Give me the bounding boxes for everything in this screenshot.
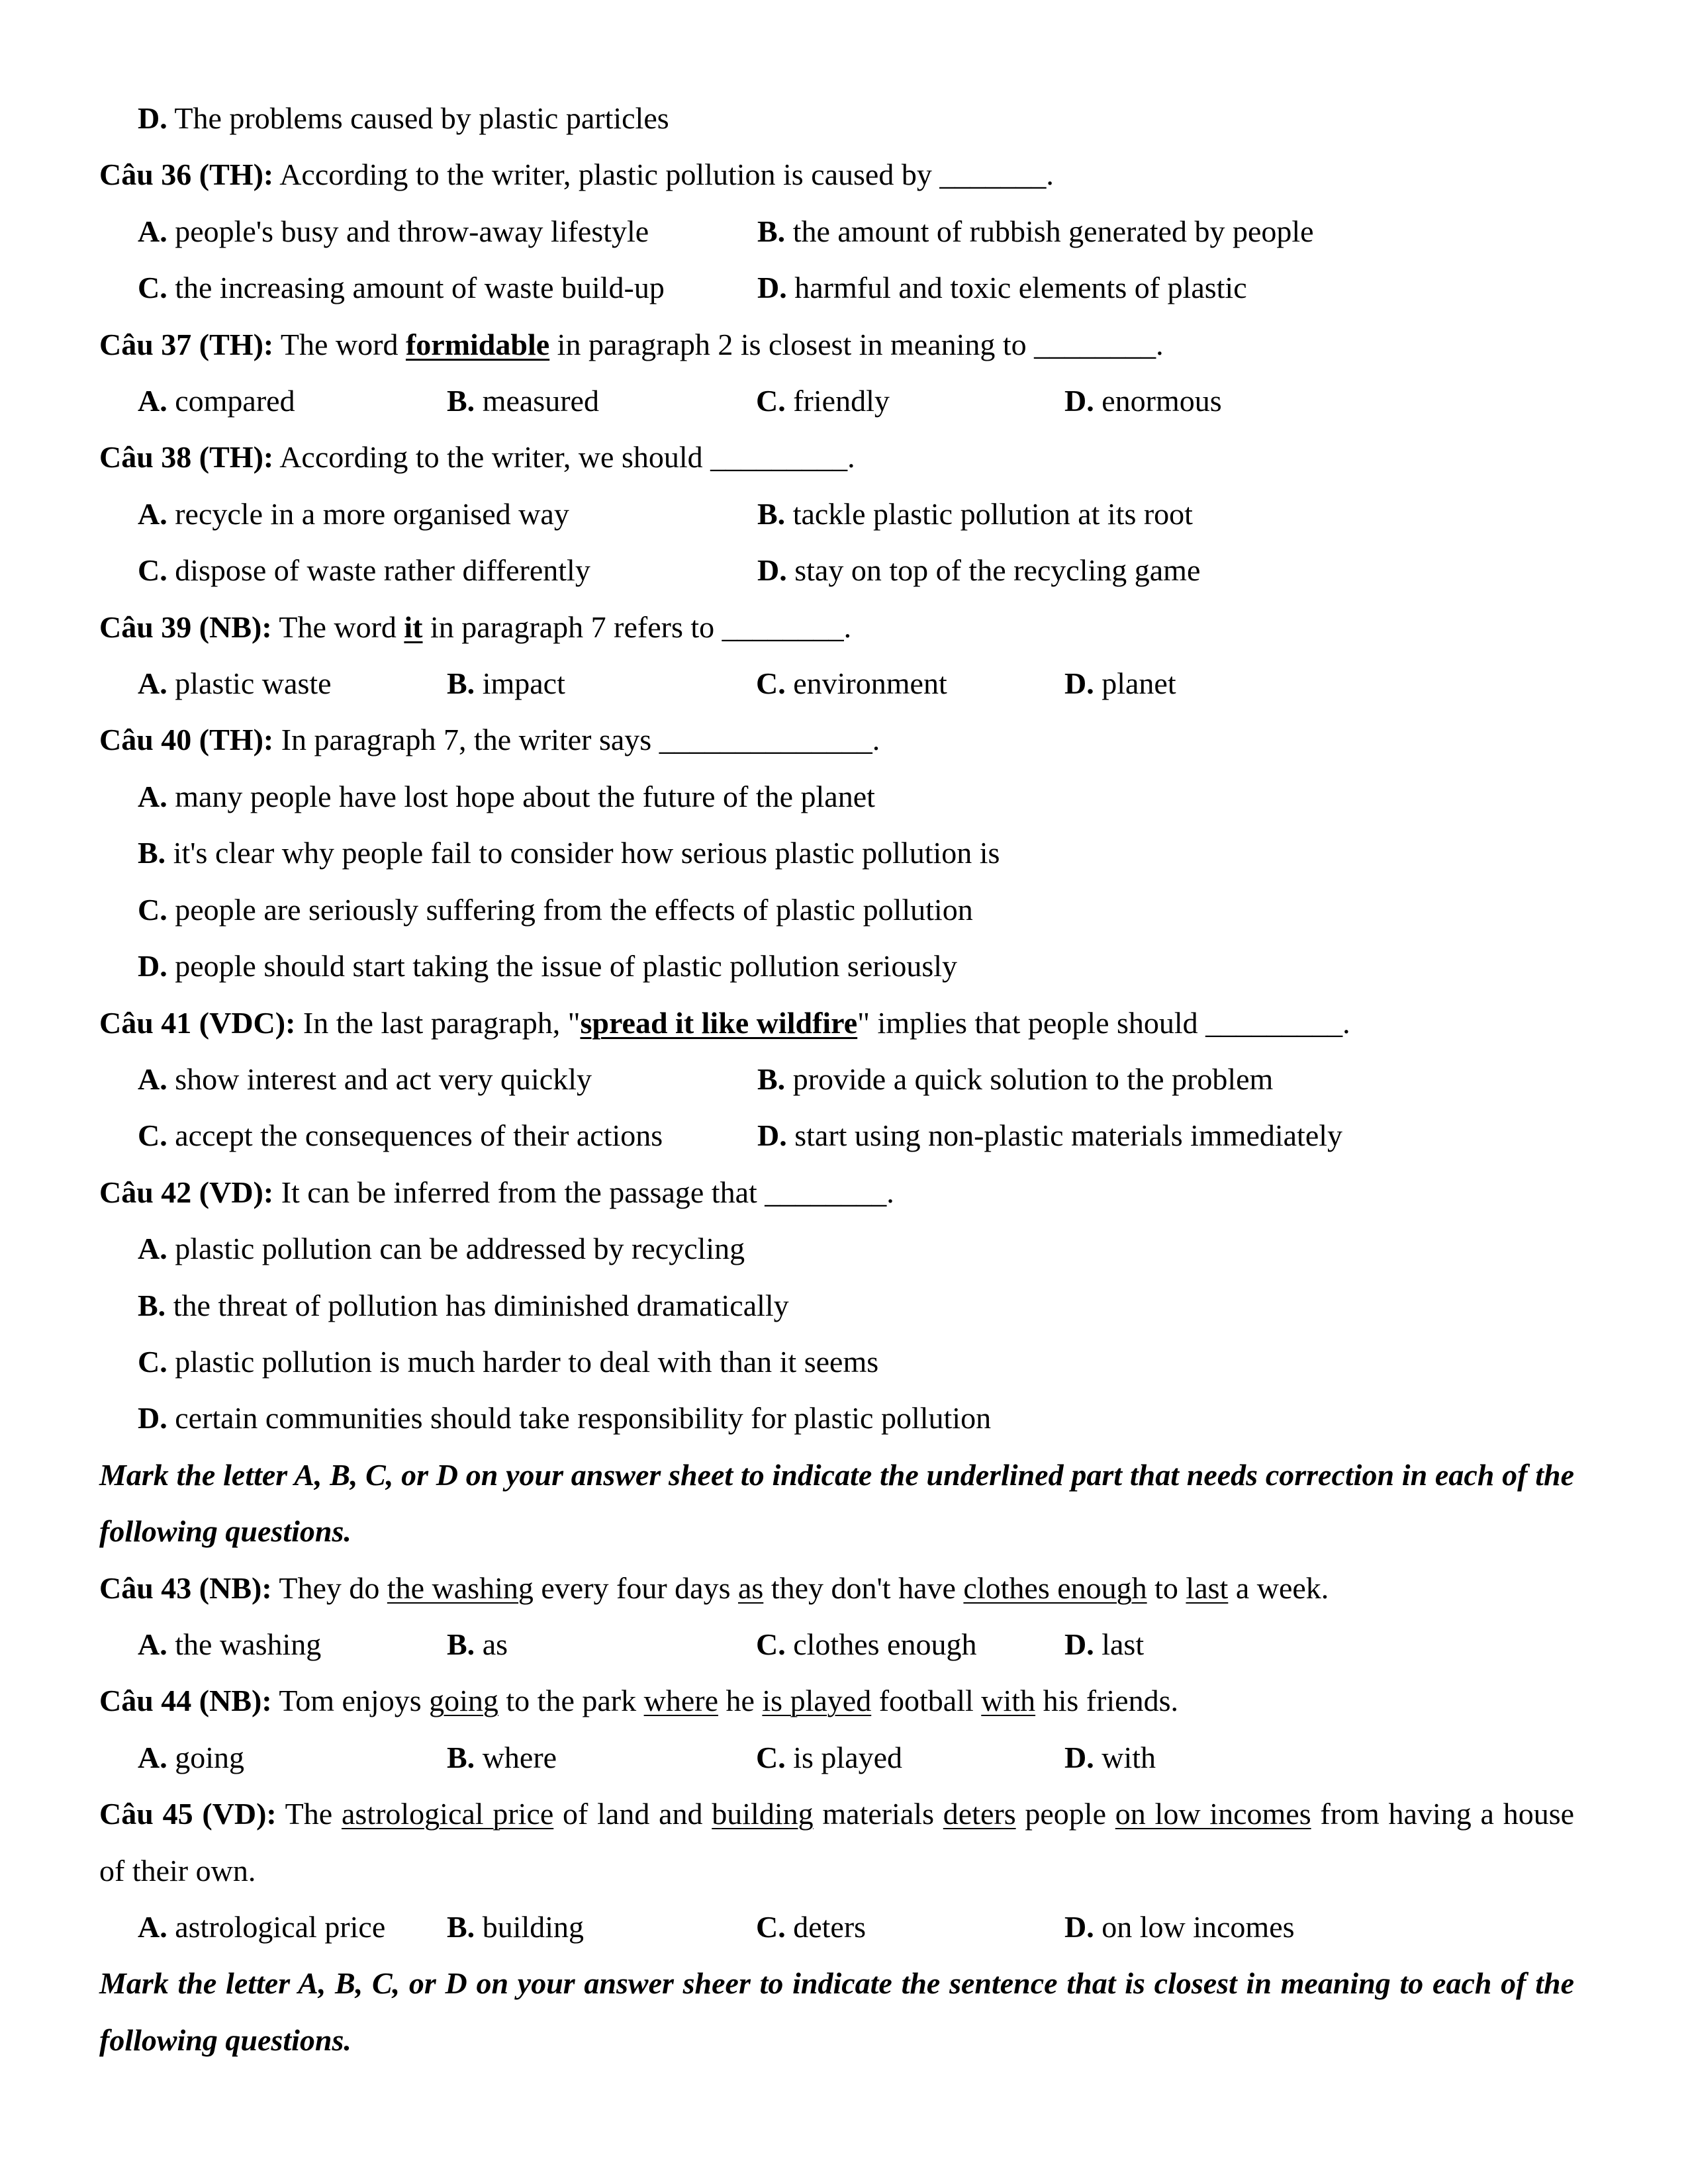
answer-option[interactable]	[138, 373, 447, 429]
option-text: it's clear why people fail to consider how serious plastic pollution is	[173, 836, 1000, 870]
option-label: A.	[138, 779, 167, 813]
option-label: A.	[138, 1910, 167, 1944]
stem-text: " implies that people should _________.	[857, 1005, 1350, 1040]
option-label: A.	[138, 214, 167, 248]
underlined-part: going	[429, 1684, 498, 1718]
option-text: harmful and toxic elements of plastic	[794, 271, 1247, 305]
stem-text: football	[871, 1684, 982, 1718]
stem-text: people	[1015, 1797, 1115, 1831]
answer-option[interactable]	[138, 542, 757, 598]
answer-option[interactable]	[447, 1899, 756, 1955]
option-text: where	[482, 1740, 557, 1774]
answer-option[interactable]	[138, 768, 875, 825]
stem-text: Tom enjoys	[271, 1684, 430, 1718]
option-text: the threat of pollution has diminished dramatically	[173, 1288, 789, 1322]
option-row	[99, 486, 1574, 542]
option-text: dispose of waste rather differently	[175, 553, 590, 588]
answer-option[interactable]	[138, 90, 669, 146]
stem-text: In paragraph 7, the writer says ______________.	[273, 723, 880, 757]
option-label: C.	[756, 1740, 786, 1774]
option-text: show interest and act very quickly	[175, 1062, 592, 1096]
question-block	[99, 711, 1574, 994]
underlined-part: last	[1186, 1570, 1229, 1605]
option-row	[99, 1277, 1574, 1334]
question-number: Câu 43 (NB):	[99, 1570, 272, 1605]
section-instruction: Mark the letter A, B, C, or D on your answer sheer to indicate the sentence that is closest in meaning to each of the following questions.	[99, 1966, 1574, 2057]
question-stem	[99, 711, 1574, 768]
stem-text: The word	[271, 610, 404, 644]
stem-text: they don't have	[763, 1570, 964, 1605]
question-stem	[99, 1672, 1574, 1729]
answer-option[interactable]	[756, 1729, 1064, 1786]
option-text: impact	[482, 666, 565, 701]
option-label: D.	[1064, 1740, 1094, 1774]
option-label: B.	[447, 1627, 475, 1661]
option-label: B.	[138, 1288, 166, 1322]
question-number: Câu 40 (TH):	[99, 723, 274, 757]
option-text: start using non-plastic materials immediately	[794, 1118, 1343, 1153]
option-label: A.	[138, 384, 167, 418]
option-text: planet	[1102, 666, 1176, 701]
option-label: B.	[757, 496, 786, 531]
option-label: A.	[138, 1232, 167, 1266]
option-label: A.	[138, 496, 167, 531]
stem-text: It can be inferred from the passage that ________.	[273, 1175, 894, 1209]
underlined-part: on low incomes	[1115, 1797, 1311, 1831]
option-label: C.	[138, 1118, 167, 1153]
question-stem	[99, 1786, 1574, 1899]
underlined-part: clothes enough	[963, 1570, 1147, 1605]
option-label: B.	[447, 1910, 475, 1944]
option-label: D.	[757, 271, 787, 305]
option-text: the washing	[175, 1627, 322, 1661]
stem-text: a week.	[1228, 1570, 1329, 1605]
option-label: D.	[138, 101, 167, 135]
stem-text: The	[276, 1797, 342, 1831]
option-label: C.	[756, 666, 786, 701]
option-label: D.	[1064, 666, 1094, 701]
answer-option[interactable]	[757, 1107, 1377, 1163]
underlined-part: astrological price	[341, 1797, 554, 1831]
question-block	[99, 599, 1574, 712]
question-number: Câu 45 (VD):	[99, 1797, 277, 1831]
option-text: measured	[482, 384, 599, 418]
options-group	[99, 1616, 1574, 1672]
option-label: D.	[138, 1401, 167, 1435]
underlined-part: formidable	[405, 327, 550, 361]
underlined-part: spread it like wildfire	[580, 1005, 858, 1040]
question-stem	[99, 316, 1574, 373]
option-text: plastic pollution is much harder to deal with than it seems	[175, 1344, 879, 1379]
question-number: Câu 41 (VDC):	[99, 1005, 296, 1040]
option-text: The problems caused by plastic particles	[174, 101, 669, 135]
answer-option[interactable]	[138, 938, 957, 994]
option-label: D.	[757, 553, 787, 588]
option-text: building	[482, 1910, 585, 1944]
option-label: C.	[138, 271, 167, 305]
answer-option[interactable]	[138, 1334, 878, 1390]
option-row	[99, 542, 1574, 598]
options-group	[99, 1899, 1574, 1955]
underlined-part: where	[643, 1684, 718, 1718]
option-text: friendly	[793, 384, 890, 418]
stem-text: in paragraph 7 refers to ________.	[422, 610, 852, 644]
answer-option[interactable]	[1064, 1616, 1374, 1672]
answer-option[interactable]	[1064, 1899, 1374, 1955]
underlined-part: as	[737, 1570, 764, 1605]
question-number: Câu 39 (NB):	[99, 610, 272, 644]
answer-option[interactable]	[447, 373, 756, 429]
option-label: D.	[1064, 1627, 1094, 1661]
option-text: compared	[175, 384, 295, 418]
option-row	[99, 938, 1574, 994]
option-row	[99, 1051, 1574, 1107]
question-block	[99, 1786, 1574, 1955]
stem-text: The word	[273, 327, 406, 361]
option-text: deters	[793, 1910, 867, 1944]
stem-text: They do	[271, 1570, 387, 1605]
answer-option[interactable]	[757, 486, 1377, 542]
stem-text: his friends.	[1035, 1684, 1178, 1718]
option-text: many people have lost hope about the future of the planet	[175, 779, 875, 813]
option-row	[99, 882, 1574, 938]
question-block	[99, 316, 1574, 430]
question-block	[99, 1164, 1574, 1447]
option-row	[99, 259, 1574, 316]
option-row	[99, 768, 1574, 825]
answer-option[interactable]	[447, 1729, 756, 1786]
option-text: astrological price	[175, 1910, 386, 1944]
option-row	[99, 1220, 1574, 1277]
option-label: B.	[757, 214, 786, 248]
question-block	[99, 995, 1574, 1164]
answer-option[interactable]	[757, 259, 1377, 316]
option-text: people should start taking the issue of plastic pollution seriously	[175, 949, 958, 983]
stem-text: materials	[813, 1797, 943, 1831]
answer-option[interactable]	[447, 1616, 756, 1672]
answer-option[interactable]	[138, 1107, 757, 1163]
option-row	[99, 203, 1574, 259]
answer-option[interactable]	[138, 1051, 757, 1107]
stem-text: to	[1147, 1570, 1186, 1605]
answer-option[interactable]	[138, 1729, 447, 1786]
option-label: A.	[138, 1062, 167, 1096]
option-text: going	[175, 1740, 245, 1774]
underlined-part: it	[404, 610, 423, 644]
option-text: provide a quick solution to the problem	[792, 1062, 1274, 1096]
option-text: certain communities should take responsibility for plastic pollution	[175, 1401, 992, 1435]
answer-option[interactable]	[138, 655, 447, 711]
answer-option[interactable]	[138, 1616, 447, 1672]
answer-option[interactable]	[138, 203, 757, 259]
answer-option[interactable]	[756, 655, 1064, 711]
answer-option[interactable]	[138, 259, 757, 316]
question-number: Câu 44 (NB):	[99, 1684, 272, 1718]
stem-text: every four days	[533, 1570, 738, 1605]
options-group	[99, 655, 1574, 711]
option-label: B.	[757, 1062, 786, 1096]
question-stem	[99, 146, 1574, 203]
option-row	[99, 1334, 1574, 1390]
option-label: C.	[138, 1344, 167, 1379]
stem-text: in paragraph 2 is closest in meaning to ________.	[549, 327, 1164, 361]
underlined-part: is played	[762, 1684, 872, 1718]
exam-document	[99, 90, 1574, 2068]
answer-option[interactable]	[1064, 373, 1374, 429]
answer-option[interactable]	[1064, 655, 1374, 711]
option-label: A.	[138, 666, 167, 701]
question-block	[99, 1672, 1574, 1786]
option-label: C.	[756, 1910, 786, 1944]
option-text: tackle plastic pollution at its root	[792, 496, 1193, 531]
answer-option[interactable]	[756, 1616, 1064, 1672]
option-text: recycle in a more organised way	[175, 496, 569, 531]
option-text: stay on top of the recycling game	[794, 553, 1201, 588]
option-label: D.	[138, 949, 167, 983]
question-stem	[99, 429, 1574, 485]
option-label: C.	[756, 1627, 786, 1661]
option-label: B.	[447, 384, 475, 418]
option-label: C.	[138, 553, 167, 588]
underlined-part: deters	[943, 1797, 1016, 1831]
section-instruction: Mark the letter A, B, C, or D on your answer sheet to indicate the underlined part that needs correction in each of the following questions.	[99, 1457, 1574, 1549]
question-number: Câu 36 (TH):	[99, 158, 274, 192]
answer-option[interactable]	[447, 655, 756, 711]
answer-option[interactable]	[1064, 1729, 1374, 1786]
option-label: B.	[138, 836, 166, 870]
option-label: C.	[138, 892, 167, 927]
option-row	[99, 1107, 1574, 1163]
option-text: plastic waste	[175, 666, 332, 701]
answer-option[interactable]	[138, 1220, 745, 1277]
stem-text: from having a house of their own.	[99, 1797, 1575, 1888]
question-stem	[99, 599, 1574, 655]
question-stem	[99, 1560, 1574, 1616]
carryover-option-row	[99, 90, 1574, 146]
answer-option[interactable]	[138, 825, 1000, 881]
question-number: Câu 37 (TH):	[99, 327, 274, 361]
option-label: C.	[756, 384, 786, 418]
stem-text: to the park	[498, 1684, 644, 1718]
stem-text: In the last paragraph, "	[295, 1005, 581, 1040]
option-label: D.	[1064, 1910, 1094, 1944]
underlined-part: the washing	[387, 1570, 534, 1605]
stem-text: According to the writer, plastic pollution is caused by _______.	[273, 158, 1054, 192]
option-text: people's busy and throw-away lifestyle	[175, 214, 649, 248]
answer-option[interactable]	[138, 486, 757, 542]
option-row	[99, 1390, 1574, 1446]
option-text: people are seriously suffering from the effects of plastic pollution	[175, 892, 973, 927]
option-text: as	[482, 1627, 508, 1661]
options-group	[99, 373, 1574, 429]
option-text: plastic pollution can be addressed by recycling	[175, 1232, 745, 1266]
question-number: Câu 38 (TH):	[99, 440, 274, 475]
option-text: last	[1102, 1627, 1145, 1661]
stem-text: he	[718, 1684, 763, 1718]
option-row	[99, 825, 1574, 881]
answer-option[interactable]	[757, 542, 1377, 598]
answer-option[interactable]	[138, 1899, 447, 1955]
option-text: the amount of rubbish generated by people	[792, 214, 1314, 248]
options-group	[99, 1729, 1574, 1786]
option-text: accept the consequences of their actions	[175, 1118, 663, 1153]
option-text: on low incomes	[1102, 1910, 1295, 1944]
option-text: is played	[793, 1740, 903, 1774]
answer-option[interactable]	[138, 882, 973, 938]
question-block	[99, 429, 1574, 598]
option-text: clothes enough	[793, 1627, 977, 1661]
option-label: D.	[757, 1118, 787, 1153]
question-number: Câu 42 (VD):	[99, 1175, 274, 1209]
answer-option[interactable]	[138, 1277, 789, 1334]
option-label: A.	[138, 1740, 167, 1774]
question-stem	[99, 1164, 1574, 1220]
question-block	[99, 146, 1574, 316]
option-text: the increasing amount of waste build-up	[175, 271, 665, 305]
question-block	[99, 1560, 1574, 1673]
question-stem	[99, 995, 1574, 1051]
answer-option[interactable]	[756, 1899, 1064, 1955]
underlined-part: with	[981, 1684, 1036, 1718]
answer-option[interactable]	[756, 373, 1064, 429]
stem-text: of land and	[553, 1797, 712, 1831]
answer-option[interactable]	[757, 1051, 1377, 1107]
option-label: A.	[138, 1627, 167, 1661]
option-text: environment	[793, 666, 947, 701]
option-text: with	[1102, 1740, 1156, 1774]
answer-option[interactable]	[757, 203, 1377, 259]
option-label: B.	[447, 1740, 475, 1774]
answer-option[interactable]	[138, 1390, 991, 1446]
option-text: enormous	[1102, 384, 1222, 418]
stem-text: According to the writer, we should _________.	[273, 440, 855, 475]
option-label: B.	[447, 666, 475, 701]
underlined-part: building	[712, 1797, 814, 1831]
option-label: D.	[1064, 384, 1094, 418]
